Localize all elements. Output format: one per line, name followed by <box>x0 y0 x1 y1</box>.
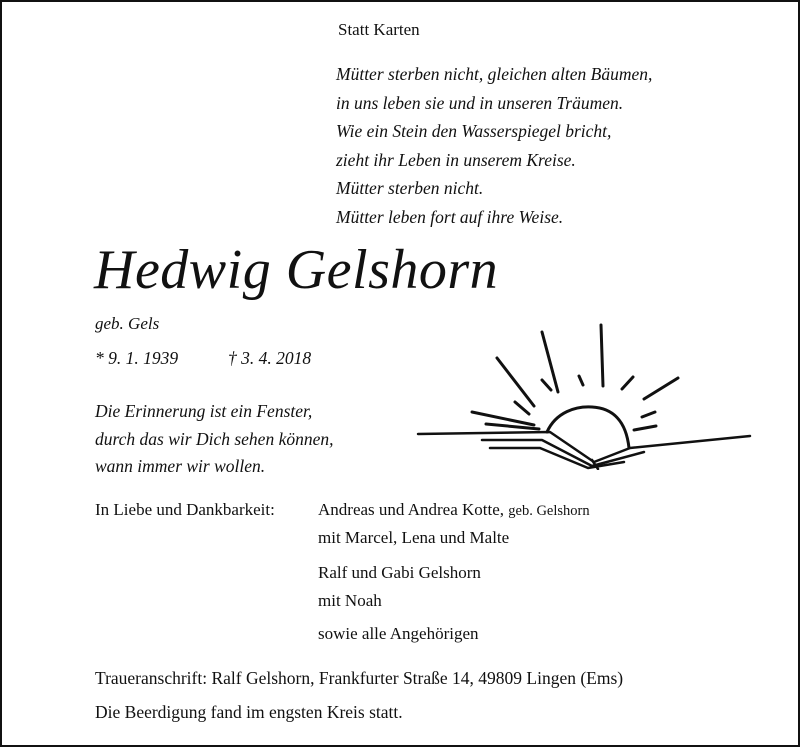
family-kotte-children: mit Marcel, Lena und Malte <box>318 528 510 547</box>
quote-line: Die Erinnerung ist ein Fenster, <box>95 401 313 421</box>
poem-line: Mütter leben fort auf ihre Weise. <box>336 206 564 227</box>
family-kotte-names: Andreas und Andrea Kotte, <box>318 500 505 519</box>
poem <box>336 60 652 231</box>
poem-line: zieht ihr Leben in unserem Kreise. <box>336 149 576 170</box>
poem-line: Mütter sterben nicht. <box>336 178 484 198</box>
quote-line: wann immer wir wollen. <box>95 456 266 476</box>
poem-line: Wie ein Stein den Wasserspiegel bricht, <box>336 121 612 141</box>
deceased-name: Hedwig Gelshorn <box>94 239 499 301</box>
burial-note: Die Beerdigung fand im engsten Kreis statt. <box>95 702 403 722</box>
family-gelshorn: Ralf und Gabi Gelshorn <box>318 563 481 582</box>
family-gelshorn-children: mit Noah <box>318 591 382 610</box>
maiden-name: geb. Gels <box>95 314 160 333</box>
family-kotte <box>318 500 590 520</box>
poem-line: Mütter sterben nicht, gleichen alten Bäumen, <box>336 64 653 84</box>
death-date: † 3. 4. 2018 <box>228 348 312 368</box>
quote-line: durch das wir Dich sehen können, <box>95 428 334 449</box>
family-kotte-note: geb. Gelshorn <box>508 503 590 519</box>
quote <box>95 398 333 481</box>
other-relatives: sowie alle Angehörigen <box>318 624 479 643</box>
thanks-intro: In Liebe und Dankbarkeit: <box>95 500 275 519</box>
mourning-address: Traueranschrift: Ralf Gelshorn, Frankfurter Straße 14, 49809 Lingen (Ems) <box>95 668 624 688</box>
birth-date: * 9. 1. 1939 <box>95 348 179 368</box>
sunset-book-icon <box>412 322 757 470</box>
statt-karten-label: Statt Karten <box>338 20 420 39</box>
poem-line: in uns leben sie und in unseren Träumen. <box>336 92 624 113</box>
